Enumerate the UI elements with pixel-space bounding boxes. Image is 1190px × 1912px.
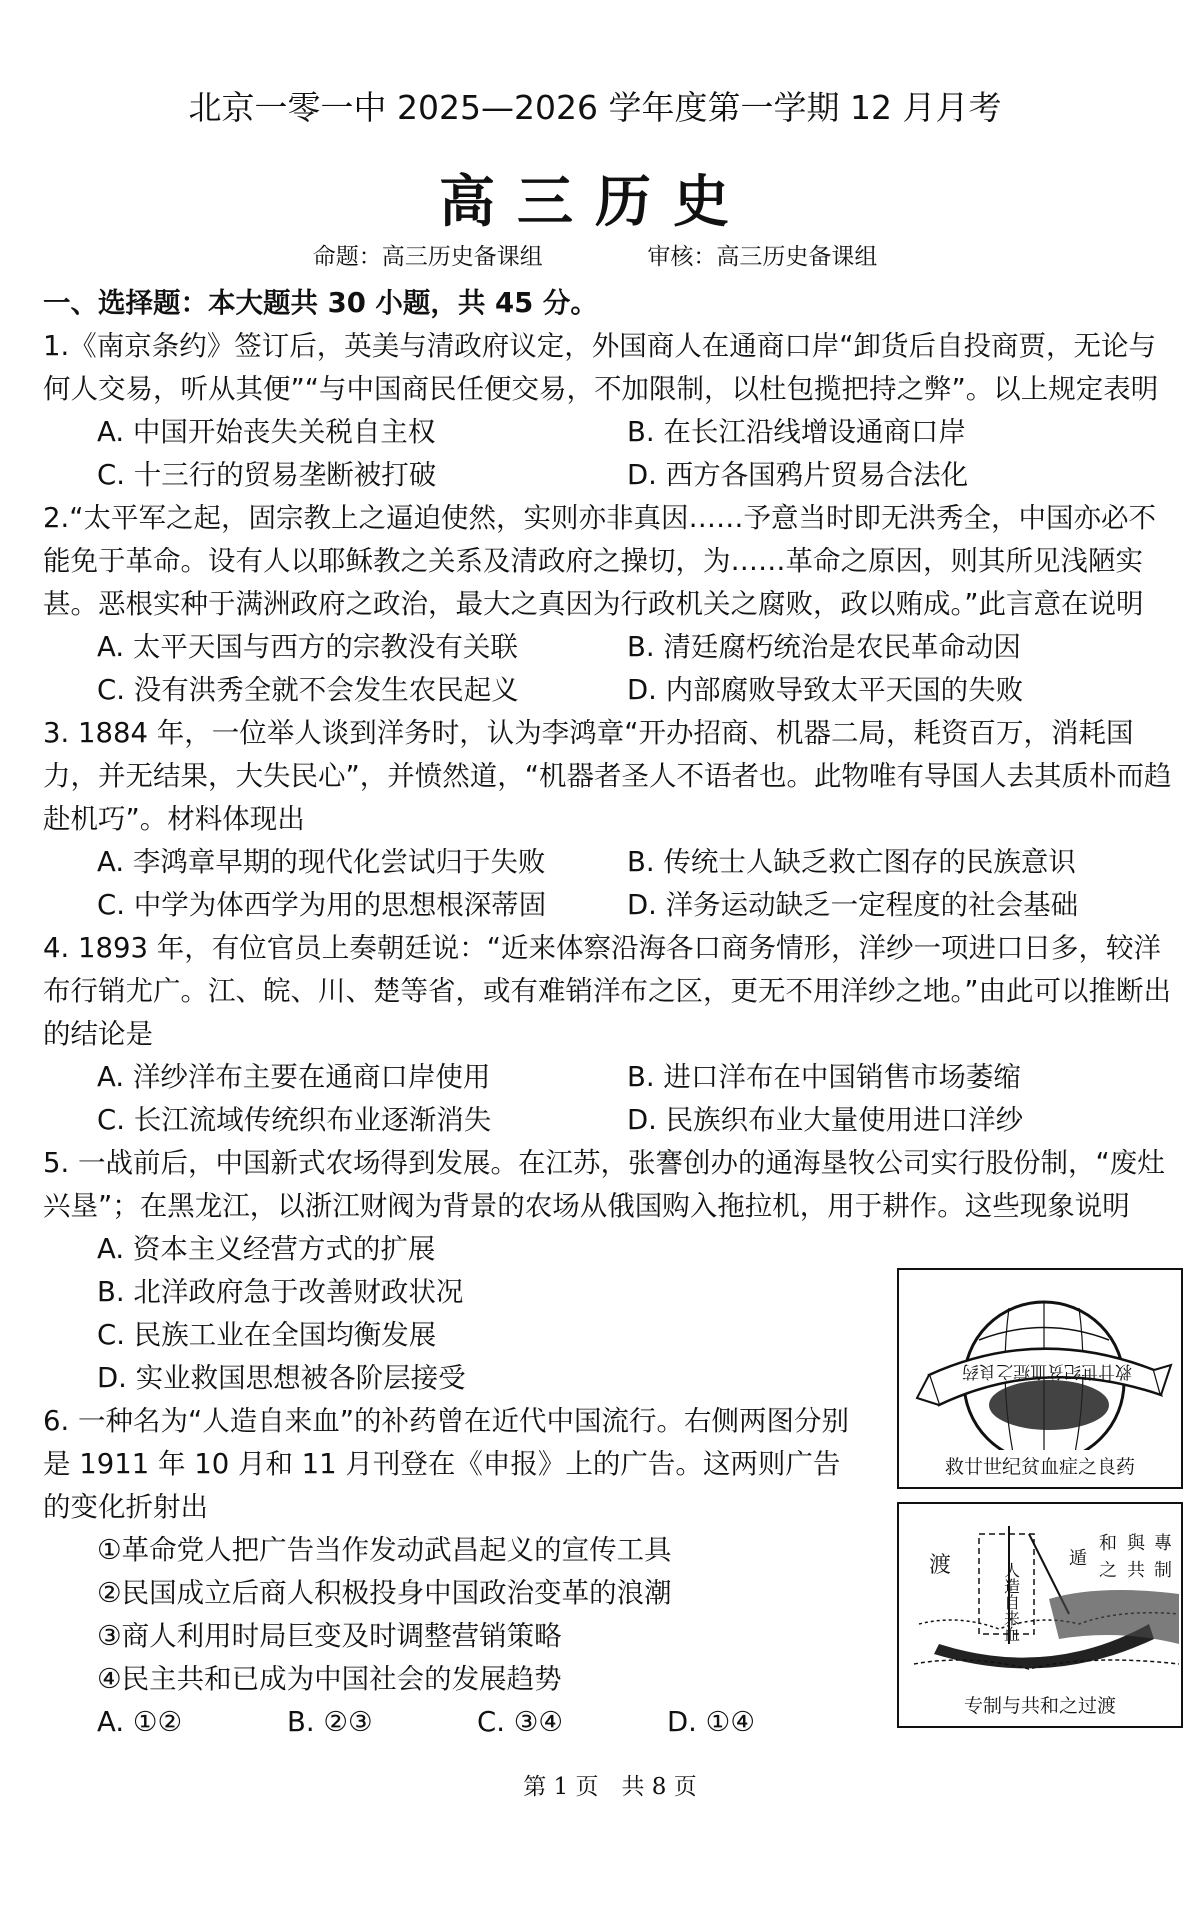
option-a[interactable]: A. 李鸿章早期的现代化尝试归于失败 [97,846,546,878]
option-c[interactable]: C. 民族工业在全国均衡发展 [97,1319,437,1351]
svg-text:遁: 遁 [1069,1548,1087,1569]
page-number: 第 1 页 共 8 页 [523,1774,697,1800]
credits-line [0,238,1190,271]
statement-3: ③商人利用时局巨变及时调整营销策略 [97,1620,562,1652]
option-d[interactable]: D. 实业救国思想被各阶层接受 [97,1362,466,1394]
option-c[interactable]: C. 没有洪秀全就不会发生农民起义 [97,674,519,706]
question-stem: 1.《南京条约》签订后，英美与清政府议定，外国商人在通商口岸“卸货后自投商贾，无论与何人交易，听从其便”“与中国商民任便交易，不加限制，以杜包揽把持之弊”。以上规定表明 [43,330,1159,405]
author-label: 命题：高三历史备课组 [312,244,543,270]
svg-text:之: 之 [1099,1560,1117,1581]
option-c[interactable]: C. 长江流域传统织布业逐渐消失 [97,1104,492,1136]
option-d[interactable]: D. 民族织布业大量使用进口洋纱 [627,1104,1024,1136]
svg-text:與: 與 [1127,1533,1145,1554]
advertisement-caption: 救廿世纪贫血症之良药 [944,1456,1135,1478]
option-b[interactable]: B. 在长江沿线增设通商口岸 [627,416,966,448]
question-stem: 4. 1893 年，有位官员上奏朝廷说：“近来体察沿海各口商务情形，洋纱一项进口日多，较洋布行销尤广。江、皖、川、楚等省，或有难销洋布之区，更无不用洋纱之地。”由此可以推断出的结论是 [43,932,1171,1050]
question-stem: 3. 1884 年，一位举人谈到洋务时，认为李鸿章“开办招商、机器二局，耗资百万，消耗国力，并无结果，大失民心”，并愤然道，“机器者圣人不语者也。此物唯有导国人去其质朴而趋赴机巧”。材料体现出 [43,717,1172,835]
option-b[interactable]: B. 北洋政府急于改善财政状况 [97,1276,464,1308]
svg-text:人造自来血: 人造自来血 [1001,1562,1021,1642]
globe-banner-illustration-icon [899,1270,1181,1450]
option-d[interactable]: D. 西方各国鸦片贸易合法化 [627,459,969,491]
statement-2: ②民国成立后商人积极投身中国政治变革的浪潮 [97,1577,672,1609]
question-2 [43,497,1183,712]
option-b[interactable]: B. 进口洋布在中国销售市场萎缩 [627,1061,1021,1093]
svg-text:和: 和 [1099,1533,1117,1554]
subject-title: 高三历史 [439,170,751,235]
svg-text:救廿世纪贫血症之良药: 救廿世纪贫血症之良药 [962,1361,1132,1381]
option-a[interactable]: A. 资本主义经营方式的扩展 [97,1233,436,1265]
option-a[interactable]: A. ①② [97,1706,183,1738]
question-6 [43,1400,863,1744]
sailing-ship-illustration-icon [899,1504,1181,1694]
exam-title: 北京一零一中 2025—2026 学年度第一学期 12 月月考 [188,88,1002,127]
option-d[interactable]: D. ①④ [667,1706,755,1738]
section-header: 一、选择题：本大题共 30 小题，共 45 分。 [43,287,598,319]
question-stem: 5. 一战前后，中国新式农场得到发展。在江苏，张謇创办的通海垦牧公司实行股份制，“废灶兴垦”；在黑龙江，以浙江财阀为背景的农场从俄国购入拖拉机，用于耕作。这些现象说明 [43,1147,1165,1222]
option-a[interactable]: A. 中国开始丧失关税自主权 [97,416,436,448]
advertisement-november-1911 [897,1502,1183,1728]
advertisement-caption: 专制与共和之过渡 [963,1695,1116,1717]
statement-1: ①革命党人把广告当作发动武昌起义的宣传工具 [97,1534,672,1566]
option-b[interactable]: B. 传统士人缺乏救亡图存的民族意识 [627,846,1076,878]
option-c[interactable]: C. 中学为体西学为用的思想根深蒂固 [97,889,547,921]
question-stem: 6. 一种名为“人造自来血”的补药曾在近代中国流行。右侧两图分别是 1911 年 10 月和 11 月刊登在《申报》上的广告。这两则广告的变化折射出 [43,1405,849,1523]
question-1 [43,325,1183,497]
advertisement-october-1911 [897,1268,1183,1489]
reviewer-label: 审核：高三历史备课组 [647,244,878,270]
svg-text:共: 共 [1127,1560,1145,1581]
option-d[interactable]: D. 洋务运动缺乏一定程度的社会基础 [627,889,1079,921]
option-a[interactable]: A. 洋纱洋布主要在通商口岸使用 [97,1061,491,1093]
question-3 [43,712,1183,927]
svg-text:制: 制 [1154,1560,1172,1581]
option-c[interactable]: C. ③④ [477,1706,564,1738]
question-4 [43,927,1183,1142]
svg-text:專: 專 [1154,1533,1172,1554]
option-b[interactable]: B. ②③ [287,1706,373,1738]
option-a[interactable]: A. 太平天国与西方的宗教没有关联 [97,631,518,663]
option-c[interactable]: C. 十三行的贸易垄断被打破 [97,459,437,491]
svg-text:渡: 渡 [929,1553,952,1578]
option-b[interactable]: B. 清廷腐朽统治是农民革命动因 [627,631,1021,663]
question-stem: 2.“太平军之起，固宗教上之逼迫使然，实则亦非真因……予意当时即无洪秀全，中国亦必不能免于革命。设有人以耶稣教之关系及清政府之操切，为……革命之原因，则其所见浅陋实甚。恶根实种于满洲政府之政治，最大之真因为行政机关之腐败，政以贿成。”此言意在说明 [43,502,1156,620]
option-d[interactable]: D. 内部腐败导致太平天国的失败 [627,674,1024,706]
statement-4: ④民主共和已成为中国社会的发展趋势 [97,1663,562,1695]
